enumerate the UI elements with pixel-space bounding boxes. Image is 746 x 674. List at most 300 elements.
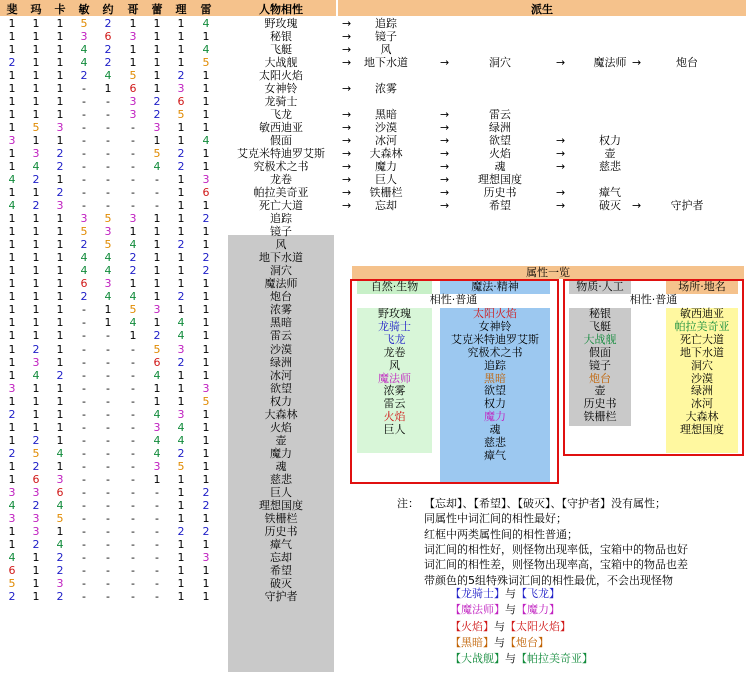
attr-item: 秘银: [589, 307, 611, 320]
attr-item: 太阳火焰: [473, 307, 517, 320]
table-cell: -: [131, 550, 135, 564]
table-cell: 1: [202, 316, 210, 330]
derive-arrow: →: [632, 199, 642, 213]
table-cell: -: [106, 329, 110, 343]
table-cell: 1: [56, 251, 64, 265]
row-name: 追踪: [270, 212, 292, 226]
table-cell: 3: [153, 303, 161, 317]
attr-item: 瘴气: [484, 448, 506, 462]
table-cell: 5: [32, 446, 40, 460]
derive-arrow: →: [556, 56, 566, 70]
table-cell: -: [106, 433, 110, 447]
table-cell: -: [155, 485, 159, 499]
table-cell: 1: [202, 407, 210, 421]
table-cell: 3: [129, 108, 137, 122]
table-cell: 1: [32, 329, 40, 343]
pair-b: 【太阳火焰】: [505, 619, 571, 633]
derived-word: 铁栅栏: [369, 186, 403, 200]
table-cell: -: [106, 589, 110, 603]
table-cell: 1: [153, 30, 161, 44]
attr-item: 龙卷: [383, 345, 406, 359]
column-header-2: 玛: [30, 3, 42, 16]
table-cell: -: [131, 368, 135, 382]
table-cell: 3: [32, 485, 40, 499]
table-cell: 4: [202, 43, 210, 57]
table-cell: 1: [202, 108, 210, 122]
table-cell: -: [82, 134, 86, 148]
table-cell: 1: [8, 459, 16, 473]
table-cell: 6: [80, 277, 88, 291]
table-cell: -: [131, 459, 135, 473]
table-cell: -: [82, 394, 86, 408]
right-col-b-head: 场所·地名: [678, 280, 726, 293]
table-cell: -: [82, 472, 86, 486]
table-cell: 1: [32, 108, 40, 122]
table-cell: -: [131, 420, 135, 434]
table-cell: 3: [56, 199, 64, 213]
table-cell: 1: [177, 576, 185, 590]
table-cell: -: [106, 511, 110, 525]
table-cell: 1: [8, 303, 16, 317]
table-cell: 2: [32, 537, 40, 551]
table-cell: 1: [56, 394, 64, 408]
table-cell: 1: [153, 43, 161, 57]
row-name: 敏西迪亚: [259, 121, 303, 135]
derived-word: 炮台: [676, 56, 698, 70]
table-cell: -: [82, 537, 86, 551]
table-cell: -: [106, 147, 110, 161]
table-cell: 1: [202, 342, 210, 356]
pair-mid: 与: [505, 587, 516, 600]
row-name: 女神铃: [264, 82, 298, 96]
table-cell: 5: [104, 238, 112, 252]
special-pair: [450, 586, 560, 601]
note-line: 红框中两类属性间的相性普通；: [424, 527, 578, 541]
table-cell: -: [155, 576, 159, 590]
table-cell: 2: [80, 69, 88, 83]
derive-arrow: →: [440, 147, 450, 161]
derived-word: 黑暗: [375, 108, 397, 122]
table-cell: 4: [80, 264, 88, 278]
table-cell: 1: [56, 277, 64, 291]
table-cell: 5: [153, 342, 161, 356]
table-cell: 4: [8, 173, 16, 187]
row-name: 守护者: [264, 589, 298, 603]
table-cell: -: [82, 303, 86, 317]
row-name: 炮台: [270, 290, 292, 304]
table-cell: 1: [129, 277, 137, 291]
table-cell: 4: [8, 199, 16, 213]
table-cell: 4: [153, 160, 161, 174]
table-cell: 1: [202, 277, 210, 291]
note-line: 【忘却】、【希望】、【破灭】、【守护者】没有属性；: [424, 497, 666, 510]
table-cell: 1: [177, 199, 185, 213]
table-cell: 1: [56, 212, 64, 226]
attr-item: 追踪: [484, 358, 506, 372]
pair-b: 【飞龙】: [516, 587, 560, 600]
table-cell: 6: [153, 355, 161, 369]
table-cell: 4: [32, 160, 40, 174]
row-name: 龙骑士: [264, 95, 298, 109]
table-cell: 3: [202, 381, 210, 395]
table-cell: -: [106, 199, 110, 213]
table-cell: 3: [153, 420, 161, 434]
table-cell: -: [82, 524, 86, 538]
derive-arrow: →: [556, 186, 566, 200]
attr-item: 铁栅栏: [583, 410, 617, 424]
table-cell: 1: [153, 17, 161, 30]
table-cell: 2: [56, 563, 64, 577]
table-cell: 1: [202, 303, 210, 317]
table-cell: 2: [104, 43, 112, 57]
table-cell: -: [106, 550, 110, 564]
table-cell: -: [106, 498, 110, 512]
table-cell: -: [155, 511, 159, 525]
table-cell: -: [82, 316, 86, 330]
header-name: 人物相性: [259, 3, 303, 16]
special-pair: [450, 651, 593, 666]
table-cell: 4: [80, 56, 88, 70]
row-name: 究极术之书: [253, 160, 309, 174]
table-cell: 4: [104, 264, 112, 278]
table-cell: -: [106, 342, 110, 356]
row-name: 瘴气: [270, 537, 292, 551]
table-cell: 1: [56, 290, 64, 304]
table-cell: -: [131, 381, 135, 395]
table-cell: 1: [32, 186, 40, 200]
table-cell: -: [106, 459, 110, 473]
table-cell: 1: [153, 277, 161, 291]
table-cell: -: [106, 407, 110, 421]
table-cell: -: [131, 472, 135, 486]
table-cell: -: [82, 160, 86, 174]
derive-arrow: →: [342, 160, 352, 174]
attr-item: 镜子: [589, 358, 611, 372]
table-cell: -: [131, 134, 135, 148]
derived-word: 破灭: [599, 199, 621, 213]
derived-word: 理想国度: [478, 173, 522, 187]
table-cell: 2: [202, 524, 210, 538]
table-cell: -: [106, 186, 110, 200]
table-cell: -: [82, 589, 86, 603]
column-header-5: 约: [102, 3, 114, 16]
pair-b: 【帕拉美奇亚】: [516, 652, 593, 666]
table-cell: 1: [177, 485, 185, 499]
table-cell: 1: [32, 420, 40, 434]
table-cell: 6: [32, 472, 40, 486]
attr-item: 地下水道: [680, 345, 724, 359]
table-cell: 1: [56, 303, 64, 317]
table-cell: 3: [177, 82, 185, 96]
derive-arrow: →: [556, 147, 566, 161]
derive-arrow: →: [342, 43, 352, 57]
table-cell: 6: [202, 186, 210, 200]
table-cell: 4: [104, 290, 112, 304]
derived-word: 洞穴: [489, 56, 511, 70]
table-cell: 5: [56, 511, 64, 525]
table-cell: 2: [177, 290, 185, 304]
table-cell: 1: [8, 355, 16, 369]
table-cell: 1: [56, 173, 64, 187]
table-cell: 1: [202, 147, 210, 161]
table-cell: 3: [153, 459, 161, 473]
attr-item: 帕拉美奇亚: [674, 319, 730, 333]
table-cell: 1: [177, 472, 185, 486]
table-cell: 1: [153, 251, 161, 265]
table-cell: -: [131, 342, 135, 356]
table-cell: 1: [32, 238, 40, 252]
derive-arrow: →: [440, 121, 450, 135]
table-cell: 1: [32, 69, 40, 83]
table-cell: 5: [104, 212, 112, 226]
table-cell: 1: [177, 251, 185, 265]
attr-item: 理想国度: [680, 423, 724, 437]
row-name: 帕拉美奇亚: [253, 186, 309, 200]
table-cell: -: [82, 82, 86, 96]
row-name: 大战舰: [264, 56, 298, 70]
note-line: 词汇间的相性好，则怪物出现率低，宝箱中的物品也好: [424, 542, 688, 556]
derive-arrow: →: [440, 108, 450, 122]
table-cell: -: [131, 446, 135, 460]
table-cell: 1: [202, 290, 210, 304]
derive-arrow: →: [440, 186, 450, 200]
attr-item: 炮台: [589, 371, 611, 385]
table-cell: 1: [8, 316, 16, 330]
table-cell: 1: [202, 82, 210, 96]
table-cell: -: [131, 537, 135, 551]
pair-b: 【魔力】: [516, 603, 560, 617]
table-cell: 1: [56, 56, 64, 70]
table-cell: 1: [56, 381, 64, 395]
table-cell: -: [131, 355, 135, 369]
table-cell: 4: [8, 498, 16, 512]
table-cell: -: [131, 511, 135, 525]
special-pair: [450, 619, 571, 634]
table-cell: -: [131, 589, 135, 603]
table-cell: 1: [8, 420, 16, 434]
table-cell: -: [106, 420, 110, 434]
table-cell: 1: [202, 69, 210, 83]
table-cell: 1: [32, 82, 40, 96]
row-name: 慈悲: [270, 472, 292, 486]
table-cell: 1: [56, 134, 64, 148]
table-cell: 4: [32, 368, 40, 382]
table-cell: 1: [177, 43, 185, 57]
table-cell: 1: [202, 238, 210, 252]
column-header-3: 卡: [54, 3, 66, 16]
row-name: 壶: [275, 433, 287, 447]
table-cell: 4: [129, 316, 137, 330]
table-cell: 2: [104, 17, 112, 30]
pair-b: 【炮台】: [505, 635, 549, 649]
table-cell: -: [155, 550, 159, 564]
table-cell: -: [82, 550, 86, 564]
derived-word: 魔法师: [593, 56, 627, 70]
attr-item: 魔法师: [378, 371, 411, 385]
table-cell: 1: [56, 420, 64, 434]
row-name: 假面: [270, 134, 292, 148]
table-cell: -: [131, 485, 135, 499]
attr-item: 壶: [594, 384, 606, 398]
attr-item: 艾克米特迪罗艾斯: [451, 332, 539, 346]
table-cell: 1: [153, 69, 161, 83]
table-cell: 2: [177, 238, 185, 252]
table-cell: 2: [80, 290, 88, 304]
table-cell: 1: [32, 394, 40, 408]
table-cell: 2: [202, 498, 210, 512]
table-cell: -: [131, 524, 135, 538]
attr-item: 浓雾: [383, 384, 406, 398]
derived-word: 希望: [489, 199, 511, 213]
row-name: 镜子: [270, 225, 292, 239]
row-name: 太阳火焰: [259, 69, 303, 83]
table-cell: 1: [153, 56, 161, 70]
table-cell: 1: [32, 303, 40, 317]
table-cell: 2: [8, 589, 16, 603]
table-cell: -: [82, 511, 86, 525]
table-cell: 4: [153, 446, 161, 460]
table-cell: 1: [8, 394, 16, 408]
table-cell: 1: [32, 576, 40, 590]
table-cell: 1: [8, 147, 16, 161]
table-cell: -: [82, 420, 86, 434]
derived-word: 魔力: [375, 160, 397, 174]
table-cell: -: [106, 485, 110, 499]
table-cell: 4: [202, 134, 210, 148]
table-cell: 1: [8, 43, 16, 57]
table-cell: 1: [202, 368, 210, 382]
table-cell: 2: [202, 485, 210, 499]
row-name: 野玫瑰: [264, 17, 298, 30]
table-cell: 1: [32, 316, 40, 330]
pair-a: 【龙骑士】: [450, 587, 505, 600]
row-name: 飞龙: [270, 108, 292, 122]
table-cell: 1: [177, 589, 185, 603]
table-cell: -: [82, 173, 86, 187]
column-header-8: 理: [175, 3, 187, 16]
table-cell: 1: [8, 108, 16, 122]
table-cell: 2: [177, 355, 185, 369]
table-cell: 4: [80, 251, 88, 265]
table-cell: 2: [129, 264, 137, 278]
table-cell: 1: [177, 537, 185, 551]
table-cell: -: [82, 199, 86, 213]
table-cell: 3: [153, 121, 161, 135]
derived-word: 历史书: [483, 186, 517, 200]
pair-a: 【魔法师】: [450, 603, 505, 617]
table-cell: -: [82, 95, 86, 109]
table-cell: 1: [202, 446, 210, 460]
table-cell: 1: [56, 225, 64, 239]
table-cell: 1: [8, 329, 16, 343]
pair-mid: 与: [505, 652, 516, 666]
table-cell: 1: [8, 30, 16, 44]
table-cell: 1: [56, 95, 64, 109]
table-cell: 4: [153, 407, 161, 421]
table-cell: 1: [32, 134, 40, 148]
attr-item: 沙漠: [691, 371, 713, 385]
row-name: 巨人: [270, 485, 292, 499]
derived-word: 魂: [494, 160, 506, 174]
table-cell: 1: [177, 186, 185, 200]
table-cell: -: [131, 563, 135, 577]
table-cell: -: [131, 147, 135, 161]
table-cell: 1: [8, 524, 16, 538]
attr-item: 大森林: [685, 410, 719, 424]
table-cell: 3: [202, 550, 210, 564]
table-cell: 1: [56, 342, 64, 356]
pair-a: 【大战舰】: [450, 652, 505, 666]
table-cell: 3: [80, 30, 88, 44]
table-cell: 3: [129, 30, 137, 44]
table-cell: 1: [129, 329, 137, 343]
table-cell: 4: [202, 17, 210, 30]
attr-item: 究极术之书: [467, 345, 523, 359]
table-cell: 2: [177, 69, 185, 83]
table-cell: 1: [202, 433, 210, 447]
table-cell: 1: [202, 30, 210, 44]
table-cell: -: [106, 472, 110, 486]
table-cell: 1: [177, 121, 185, 135]
table-cell: -: [82, 459, 86, 473]
table-cell: 1: [32, 264, 40, 278]
table-cell: 1: [202, 459, 210, 473]
table-cell: 2: [202, 212, 210, 226]
table-cell: 2: [177, 524, 185, 538]
table-cell: 5: [80, 17, 88, 30]
right-col-a-head: 物质·人工: [576, 280, 624, 293]
row-name: 飞艇: [270, 43, 292, 57]
column-header-6: 哥: [127, 3, 139, 16]
derived-word: 权力: [599, 134, 621, 148]
table-cell: 4: [56, 446, 64, 460]
table-cell: 4: [129, 238, 137, 252]
table-cell: 1: [32, 30, 40, 44]
row-name: 死亡大道: [259, 199, 303, 213]
table-cell: 2: [153, 329, 161, 343]
row-name: 忘却: [270, 550, 292, 564]
table-cell: -: [82, 329, 86, 343]
derived-word: 火焰: [489, 147, 511, 161]
table-cell: 1: [177, 563, 185, 577]
table-cell: 3: [32, 355, 40, 369]
table-cell: 1: [32, 589, 40, 603]
row-name: 破灭: [270, 576, 292, 590]
table-cell: -: [131, 121, 135, 135]
table-cell: 3: [56, 576, 64, 590]
attr-item: 魂: [489, 423, 501, 437]
table-cell: 1: [129, 17, 137, 30]
table-cell: 1: [202, 576, 210, 590]
table-cell: 1: [8, 121, 16, 135]
table-cell: 3: [56, 472, 64, 486]
table-cell: -: [155, 589, 159, 603]
derive-arrow: →: [632, 56, 642, 70]
attr-item: 飞龙: [383, 332, 406, 346]
table-cell: -: [106, 160, 110, 174]
table-cell: 2: [32, 342, 40, 356]
attr-item: 风: [389, 358, 400, 372]
table-cell: -: [106, 576, 110, 590]
table-cell: 1: [177, 550, 185, 564]
table-cell: 6: [177, 95, 185, 109]
table-cell: 1: [8, 433, 16, 447]
table-cell: 2: [56, 186, 64, 200]
derive-arrow: →: [342, 147, 352, 161]
derived-word: 追踪: [375, 17, 397, 30]
table-cell: -: [106, 95, 110, 109]
table-cell: -: [82, 498, 86, 512]
